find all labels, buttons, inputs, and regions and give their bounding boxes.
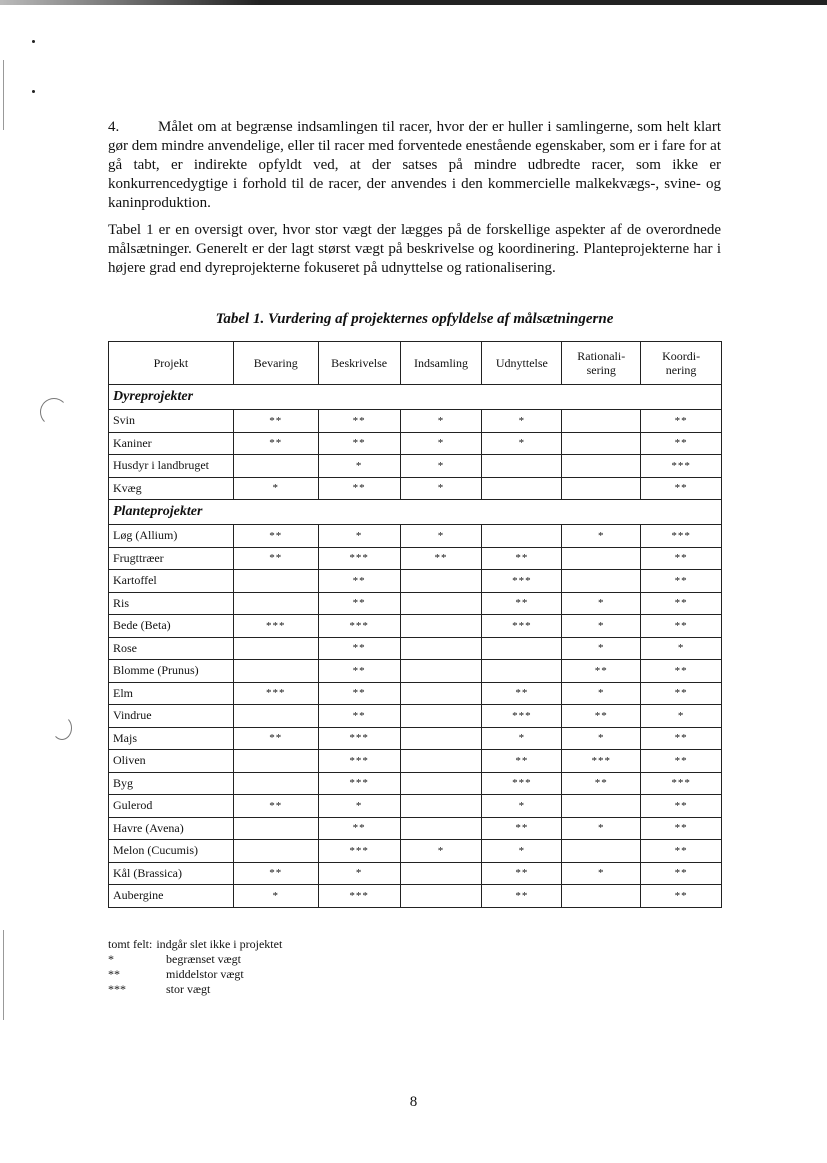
rating-cell: * [400,410,482,433]
rating-cell [400,660,482,683]
rating-cell: *** [482,705,562,728]
rating-cell: ** [482,885,562,908]
rating-cell: * [400,455,482,478]
rating-cell [562,477,641,500]
rating-cell: ** [641,547,722,570]
table-caption: Tabel 1. Vurdering af projekternes opfyldelse af målsætningerne [215,311,614,327]
project-name: Elm [109,682,234,705]
rating-cell: ** [233,862,318,885]
rating-cell: * [562,637,641,660]
legend-key: *** [108,982,126,996]
legend-key: tomt felt: [108,937,153,951]
rating-cell: ** [482,817,562,840]
rating-cell [400,705,482,728]
project-name: Blomme (Prunus) [109,660,234,683]
rating-cell [400,682,482,705]
rating-cell: *** [318,840,400,863]
rating-cell [400,750,482,773]
project-name: Løg (Allium) [109,525,234,548]
rating-cell: ** [562,772,641,795]
table-row [109,750,722,773]
legend-text: begrænset vægt [166,952,241,966]
rating-cell: ** [482,547,562,570]
table-row [109,772,722,795]
rating-cell: *** [482,570,562,593]
rating-cell: * [562,817,641,840]
table-row [109,862,722,885]
rating-cell [562,885,641,908]
rating-cell: ** [318,592,400,615]
table-row [109,705,722,728]
rating-cell [400,817,482,840]
rating-cell: ** [233,525,318,548]
legend-text: middelstor vægt [166,967,244,981]
table-row [109,885,722,908]
rating-cell: ** [482,592,562,615]
rating-cell [400,637,482,660]
rating-cell [562,410,641,433]
rating-cell: ** [400,547,482,570]
rating-cell [233,772,318,795]
rating-cell: ** [641,615,722,638]
legend-key: ** [108,967,120,981]
rating-cell: * [318,862,400,885]
column-header: Udnyttelse [482,342,562,385]
rating-cell: *** [562,750,641,773]
rating-cell: * [641,637,722,660]
rating-cell: *** [318,727,400,750]
rating-cell [482,660,562,683]
project-name: Gulerod [109,795,234,818]
rating-cell: * [400,432,482,455]
legend-item [108,967,282,982]
table-row [109,637,722,660]
rating-cell [482,525,562,548]
rating-cell [233,840,318,863]
paragraph-4-text: Målet om at begrænse indsamlingen til racer, hvor der er huller i samlingerne, som helt klart gør dem mindre anvendelige, eller til racer med forventede enestående egenskaber, som er i fare for at gå tabt, er indirekte opfyldt ved, at der satses på mindre udbredte racer, som ikke er konkurrencedygtige i forhold til de racer, der anvendes i den kommercielle malkekvægs-, svine- og kaninproduktion. [108,119,721,211]
rating-cell [482,637,562,660]
paragraph-number: 4. [108,119,120,135]
rating-cell: ** [641,795,722,818]
rating-cell: ** [233,432,318,455]
rating-cell [482,455,562,478]
paragraph-table-intro: Tabel 1 er en oversigt over, hvor stor vægt der lægges på de forskellige aspekter af de overordnede målsætninger. Generelt er der lagt størst vægt på beskrivelse og koordinering. Planteprojekterne har i højere grad end dyreprojekterne fokuseret på udnyttelse og rationalisering. [108,222,721,276]
rating-cell: ** [233,795,318,818]
rating-cell: ** [318,682,400,705]
project-name: Melon (Cucumis) [109,840,234,863]
rating-cell: * [482,727,562,750]
rating-cell [233,750,318,773]
rating-cell: ** [641,660,722,683]
column-header: Projekt [109,342,234,385]
rating-cell [233,817,318,840]
punch-hole-mark [40,398,68,426]
rating-cell: *** [318,547,400,570]
rating-cell [562,432,641,455]
rating-cell: *** [233,615,318,638]
table-row [109,570,722,593]
rating-cell: ** [641,410,722,433]
rating-cell: * [641,705,722,728]
rating-cell: *** [233,682,318,705]
rating-cell: * [400,525,482,548]
evaluation-table [108,341,722,908]
project-name: Kartoffel [109,570,234,593]
rating-cell: * [562,862,641,885]
rating-cell: *** [482,772,562,795]
rating-cell: ** [482,682,562,705]
rating-cell: * [562,615,641,638]
rating-cell: * [562,592,641,615]
rating-cell [562,840,641,863]
table-row [109,682,722,705]
project-name: Aubergine [109,885,234,908]
rating-cell: ** [641,682,722,705]
rating-cell: * [562,682,641,705]
rating-cell [233,637,318,660]
column-header: Koordi- nering [641,342,722,385]
rating-cell: ** [318,817,400,840]
rating-cell: ** [641,477,722,500]
rating-cell: ** [233,727,318,750]
rating-cell: ** [482,862,562,885]
table-row [109,817,722,840]
column-header: Rationali- sering [562,342,641,385]
rating-cell [562,547,641,570]
rating-cell: * [233,477,318,500]
table-row [109,727,722,750]
table-row [109,410,722,433]
rating-cell: ** [562,660,641,683]
project-name: Majs [109,727,234,750]
table-row [109,547,722,570]
legend-item [108,982,282,997]
rating-cell [562,795,641,818]
rating-cell [562,455,641,478]
rating-cell [400,592,482,615]
rating-cell [482,477,562,500]
section-row [109,385,722,410]
scan-speck [32,90,35,93]
project-name: Kål (Brassica) [109,862,234,885]
rating-cell: ** [641,840,722,863]
rating-cell: ** [641,885,722,908]
rating-cell: ** [318,410,400,433]
column-header: Beskrivelse [318,342,400,385]
legend-text: stor vægt [166,982,211,996]
rating-cell: * [482,410,562,433]
project-name: Havre (Avena) [109,817,234,840]
rating-cell: *** [318,615,400,638]
rating-cell [400,885,482,908]
rating-cell: ** [233,410,318,433]
table-row [109,525,722,548]
table-row [109,795,722,818]
rating-cell: * [482,795,562,818]
rating-cell: * [482,840,562,863]
rating-cell: * [482,432,562,455]
project-name: Oliven [109,750,234,773]
rating-cell: * [562,727,641,750]
rating-cell: ** [318,637,400,660]
rating-cell [400,862,482,885]
rating-cell [233,660,318,683]
rating-cell: ** [641,570,722,593]
rating-cell [400,772,482,795]
rating-cell [400,795,482,818]
project-name: Bede (Beta) [109,615,234,638]
scan-speck [32,40,35,43]
rating-cell: ** [641,817,722,840]
rating-cell: ** [641,862,722,885]
rating-cell [400,570,482,593]
rating-cell: ** [641,592,722,615]
project-name: Vindrue [109,705,234,728]
table-row [109,432,722,455]
table-row [109,840,722,863]
legend-item [108,937,282,952]
rating-cell: * [400,477,482,500]
project-name: Kvæg [109,477,234,500]
table-legend [108,937,282,997]
project-name: Ris [109,592,234,615]
project-name: Husdyr i landbruget [109,455,234,478]
rating-cell: *** [641,525,722,548]
rating-cell: *** [318,772,400,795]
rating-cell: ** [318,432,400,455]
rating-cell: * [233,885,318,908]
rating-cell [400,615,482,638]
project-name: Rose [109,637,234,660]
rating-cell: * [318,525,400,548]
rating-cell: ** [641,432,722,455]
rating-cell: * [318,455,400,478]
column-header: Bevaring [233,342,318,385]
table-row [109,477,722,500]
rating-cell: ** [318,570,400,593]
rating-cell: ** [233,547,318,570]
rating-cell: *** [318,885,400,908]
page-number: 8 [409,1094,418,1110]
rating-cell: *** [482,615,562,638]
paragraph-4 [108,118,721,213]
punch-hole-mark [52,716,72,740]
legend-key: * [108,952,114,966]
table-row [109,455,722,478]
rating-cell [233,592,318,615]
column-header: Indsamling [400,342,482,385]
table-row [109,615,722,638]
project-name: Svin [109,410,234,433]
table-header-row [109,342,722,385]
scan-top-border [0,0,827,5]
project-name: Byg [109,772,234,795]
project-name: Kaniner [109,432,234,455]
rating-cell: * [318,795,400,818]
rating-cell: *** [318,750,400,773]
section-title: Planteprojekter [109,500,722,525]
rating-cell [233,705,318,728]
section-title: Dyreprojekter [109,385,722,410]
table-row [109,592,722,615]
rating-cell: ** [482,750,562,773]
rating-cell: *** [641,455,722,478]
rating-cell: ** [641,750,722,773]
legend-item [108,952,282,967]
rating-cell: ** [641,727,722,750]
rating-cell: ** [562,705,641,728]
rating-cell: * [562,525,641,548]
rating-cell: ** [318,705,400,728]
scan-edge-line [3,60,4,130]
rating-cell: *** [641,772,722,795]
project-name: Frugttræer [109,547,234,570]
rating-cell [562,570,641,593]
scan-edge-line [3,930,4,1020]
section-row [109,500,722,525]
rating-cell: ** [318,660,400,683]
legend-text: indgår slet ikke i projektet [156,937,283,951]
rating-cell: * [400,840,482,863]
rating-cell [233,455,318,478]
rating-cell [400,727,482,750]
table-row [109,660,722,683]
rating-cell: ** [318,477,400,500]
rating-cell [233,570,318,593]
